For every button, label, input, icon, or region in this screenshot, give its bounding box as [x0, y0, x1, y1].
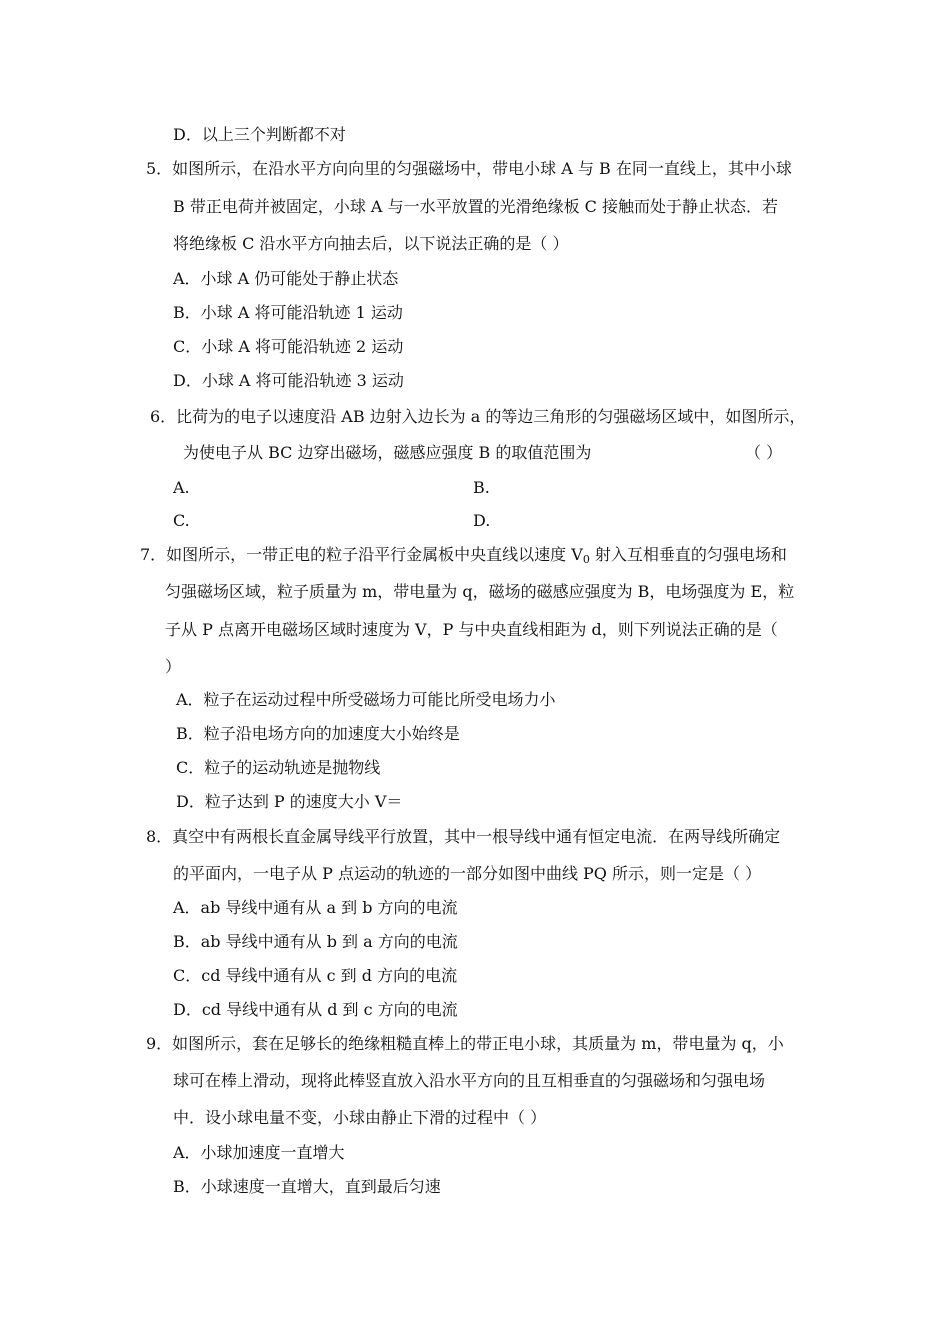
q6-option-a: A.	[173, 478, 190, 497]
q8-line-1: 8．真空中有两根长直金属导线平行放置，其中一根导线中通有恒定电流．在两导线所确定	[146, 827, 781, 846]
q5-option-a: A．小球 A 仍可能处于静止状态	[173, 269, 399, 288]
q8-option-d: D．cd 导线中通有从 d 到 c 方向的电流	[173, 1000, 458, 1019]
q6-line-2: 为使电子从 BC 边穿出磁场，磁感应强度 B 的取值范围为	[183, 443, 592, 462]
q8-option-b: B．ab 导线中通有从 b 到 a 方向的电流	[173, 932, 458, 951]
q5-line-1: 5．如图所示，在沿水平方向向里的匀强磁场中，带电小球 A 与 B 在同一直线上，其中小球	[146, 159, 792, 178]
q8-option-c: C．cd 导线中通有从 c 到 d 方向的电流	[173, 966, 458, 985]
q7-line-2: 匀强磁场区域，粒子质量为 m，带电量为 q，磁场的磁感应强度为 B，电场强度为 E，粒	[165, 582, 795, 601]
q7-line-4: ）	[165, 657, 182, 676]
q5-option-d: D．小球 A 将可能沿轨迹 3 运动	[173, 371, 404, 390]
q5-line-3: 将绝缘板 C 沿水平方向抽去后，以下说法正确的是（ ）	[173, 234, 569, 253]
q6-option-b: B.	[473, 478, 490, 497]
q6-answer-paren: （ ）	[745, 443, 783, 462]
q9-line-3: 中．设小球电量不变，小球由静止下滑的过程中（ ）	[173, 1108, 547, 1127]
q9-option-b: B．小球速度一直增大，直到最后匀速	[173, 1177, 441, 1196]
q5-option-c: C．小球 A 将可能沿轨迹 2 运动	[173, 337, 404, 356]
q6-line-1: 6．比荷为的电子以速度沿 AB 边射入边长为 a 的等边三角形的匀强磁场区域中，如图所示，	[150, 407, 806, 426]
q7-option-b: B．粒子沿电场方向的加速度大小始终是	[176, 724, 460, 743]
q6-option-d: D.	[473, 511, 491, 530]
q9-line-2: 球可在棒上滑动，现将此棒竖直放入沿水平方向的且互相垂直的匀强磁场和匀强电场	[173, 1071, 766, 1090]
q5-line-2: B 带正电荷并被固定，小球 A 与一水平放置的光滑绝缘板 C 接触而处于静止状态．若	[173, 197, 778, 216]
q7-option-d: D．粒子达到 P 的速度大小 V＝	[176, 792, 403, 811]
q7-line-3: 子从 P 点离开电磁场区域时速度为 V，P 与中央直线相距为 d，则下列说法正确的是（	[165, 620, 778, 639]
q4-option-d: D．以上三个判断都不对	[173, 125, 346, 144]
q9-option-a: A．小球加速度一直增大	[173, 1143, 345, 1162]
q7-option-c: C．粒子的运动轨迹是抛物线	[176, 758, 381, 777]
q5-option-b: B．小球 A 将可能沿轨迹 1 运动	[173, 303, 403, 322]
q7-line-1: 7．如图所示，一带正电的粒子沿平行金属板中央直线以速度 $V_0$ 射入互相垂直的匀强电场和	[140, 545, 787, 566]
q8-option-a: A．ab 导线中通有从 a 到 b 方向的电流	[173, 898, 458, 917]
q7-option-a: A．粒子在运动过程中所受磁场力可能比所受电场力小	[176, 690, 556, 709]
q8-line-2: 的平面内，一电子从 P 点运动的轨迹的一部分如图中曲线 PQ 所示，则一定是（ ）	[173, 864, 762, 883]
q9-line-1: 9．如图所示，套在足够长的绝缘粗糙直棒上的带正电小球，其质量为 m，带电量为 q，小	[146, 1034, 784, 1053]
q6-option-c: C.	[173, 511, 190, 530]
